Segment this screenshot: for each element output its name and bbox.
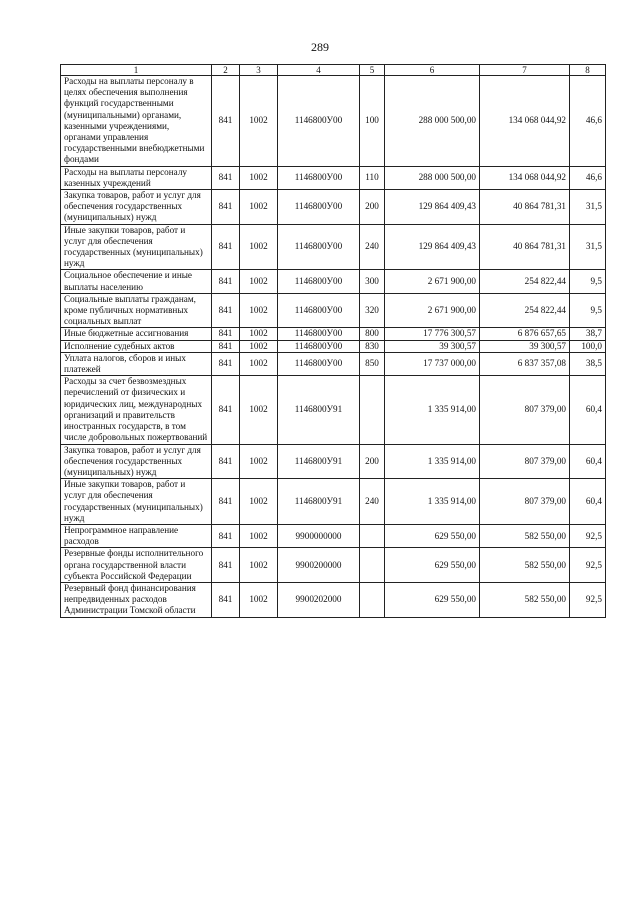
row-planned-amount: 1 335 914,00 xyxy=(385,376,480,444)
row-planned-amount: 629 550,00 xyxy=(385,548,480,583)
row-description: Уплата налогов, сборов и иных платежей xyxy=(61,352,212,375)
column-header: 7 xyxy=(480,65,570,76)
row-target-article: 1146800У00 xyxy=(278,293,360,328)
table-row xyxy=(61,340,606,352)
row-section: 1002 xyxy=(240,376,278,444)
row-section: 1002 xyxy=(240,479,278,525)
row-code: 841 xyxy=(212,340,240,352)
row-description: Расходы на выплаты персоналу казенных учреждений xyxy=(61,166,212,189)
row-expense-type: 850 xyxy=(360,352,385,375)
row-section: 1002 xyxy=(240,293,278,328)
row-description: Расходы на выплаты персоналу в целях обеспечения выполнения функций государственными (муниципальными) органами, казенными учреждениями, органами управления государственными внебюджетными фондами xyxy=(61,76,212,167)
table-row xyxy=(61,548,606,583)
row-expense-type: 800 xyxy=(360,328,385,340)
row-code: 841 xyxy=(212,76,240,167)
column-header: 2 xyxy=(212,65,240,76)
row-code: 841 xyxy=(212,582,240,617)
row-target-article: 1146800У00 xyxy=(278,166,360,189)
table-row xyxy=(61,270,606,293)
row-executed-amount: 254 822,44 xyxy=(480,293,570,328)
row-code: 841 xyxy=(212,224,240,270)
row-section: 1002 xyxy=(240,582,278,617)
row-section: 1002 xyxy=(240,444,278,479)
row-percent: 100,0 xyxy=(570,340,606,352)
row-description: Иные бюджетные ассигнования xyxy=(61,328,212,340)
row-expense-type: 200 xyxy=(360,444,385,479)
row-executed-amount: 254 822,44 xyxy=(480,270,570,293)
row-percent: 92,5 xyxy=(570,524,606,547)
table-row xyxy=(61,76,606,167)
row-percent: 46,6 xyxy=(570,76,606,167)
row-description: Социальное обеспечение и иные выплаты населению xyxy=(61,270,212,293)
row-section: 1002 xyxy=(240,352,278,375)
row-description: Закупка товаров, работ и услуг для обеспечения государственных (муниципальных) нужд xyxy=(61,444,212,479)
row-percent: 92,5 xyxy=(570,582,606,617)
row-code: 841 xyxy=(212,166,240,189)
row-executed-amount: 582 550,00 xyxy=(480,548,570,583)
row-section: 1002 xyxy=(240,328,278,340)
table-row xyxy=(61,166,606,189)
row-section: 1002 xyxy=(240,76,278,167)
row-description: Социальные выплаты гражданам, кроме публичных нормативных социальных выплат xyxy=(61,293,212,328)
row-executed-amount: 6 876 657,65 xyxy=(480,328,570,340)
budget-table xyxy=(60,64,606,618)
table-row xyxy=(61,224,606,270)
row-target-article: 1146800У00 xyxy=(278,328,360,340)
row-code: 841 xyxy=(212,376,240,444)
column-header: 4 xyxy=(278,65,360,76)
row-executed-amount: 6 837 357,08 xyxy=(480,352,570,375)
row-executed-amount: 807 379,00 xyxy=(480,376,570,444)
table-row xyxy=(61,293,606,328)
table-header-row xyxy=(61,65,606,76)
row-executed-amount: 582 550,00 xyxy=(480,524,570,547)
row-executed-amount: 134 068 044,92 xyxy=(480,76,570,167)
row-target-article: 1146800У00 xyxy=(278,270,360,293)
row-expense-type: 320 xyxy=(360,293,385,328)
row-expense-type xyxy=(360,582,385,617)
row-percent: 60,4 xyxy=(570,376,606,444)
row-percent: 31,5 xyxy=(570,190,606,225)
row-description: Непрограммное направление расходов xyxy=(61,524,212,547)
row-section: 1002 xyxy=(240,548,278,583)
row-code: 841 xyxy=(212,548,240,583)
row-target-article: 9900000000 xyxy=(278,524,360,547)
row-planned-amount: 129 864 409,43 xyxy=(385,224,480,270)
row-percent: 38,5 xyxy=(570,352,606,375)
row-code: 841 xyxy=(212,190,240,225)
row-executed-amount: 39 300,57 xyxy=(480,340,570,352)
row-code: 841 xyxy=(212,444,240,479)
row-target-article: 1146800У91 xyxy=(278,479,360,525)
row-percent: 38,7 xyxy=(570,328,606,340)
row-section: 1002 xyxy=(240,166,278,189)
table-row xyxy=(61,352,606,375)
row-executed-amount: 40 864 781,31 xyxy=(480,224,570,270)
table-row xyxy=(61,190,606,225)
row-planned-amount: 1 335 914,00 xyxy=(385,444,480,479)
row-planned-amount: 129 864 409,43 xyxy=(385,190,480,225)
row-description: Закупка товаров, работ и услуг для обеспечения государственных (муниципальных) нужд xyxy=(61,190,212,225)
row-section: 1002 xyxy=(240,270,278,293)
row-code: 841 xyxy=(212,352,240,375)
row-description: Иные закупки товаров, работ и услуг для обеспечения государственных (муниципальных) нужд xyxy=(61,224,212,270)
row-planned-amount: 17 737 000,00 xyxy=(385,352,480,375)
row-description: Расходы за счет безвозмездных перечислений от физических и юридических лиц, международных организаций и правительств иностранных государств, в том числе добровольных пожертвований xyxy=(61,376,212,444)
column-header: 1 xyxy=(61,65,212,76)
row-planned-amount: 1 335 914,00 xyxy=(385,479,480,525)
row-planned-amount: 629 550,00 xyxy=(385,524,480,547)
row-planned-amount: 288 000 500,00 xyxy=(385,76,480,167)
row-target-article: 1146800У91 xyxy=(278,444,360,479)
row-target-article: 9900202000 xyxy=(278,582,360,617)
row-planned-amount: 2 671 900,00 xyxy=(385,270,480,293)
column-header: 3 xyxy=(240,65,278,76)
table-row xyxy=(61,444,606,479)
row-description: Иные закупки товаров, работ и услуг для обеспечения государственных (муниципальных) нужд xyxy=(61,479,212,525)
row-planned-amount: 39 300,57 xyxy=(385,340,480,352)
column-header: 8 xyxy=(570,65,606,76)
row-expense-type: 100 xyxy=(360,76,385,167)
row-expense-type: 300 xyxy=(360,270,385,293)
row-section: 1002 xyxy=(240,524,278,547)
row-executed-amount: 134 068 044,92 xyxy=(480,166,570,189)
row-expense-type: 240 xyxy=(360,479,385,525)
row-percent: 31,5 xyxy=(570,224,606,270)
row-target-article: 1146800У91 xyxy=(278,376,360,444)
table-row xyxy=(61,582,606,617)
row-planned-amount: 17 776 300,57 xyxy=(385,328,480,340)
row-section: 1002 xyxy=(240,340,278,352)
row-target-article: 1146800У00 xyxy=(278,76,360,167)
table-row xyxy=(61,479,606,525)
row-percent: 60,4 xyxy=(570,444,606,479)
row-code: 841 xyxy=(212,270,240,293)
column-header: 5 xyxy=(360,65,385,76)
row-code: 841 xyxy=(212,328,240,340)
row-description: Резервный фонд финансирования непредвиденных расходов Администрации Томской области xyxy=(61,582,212,617)
row-expense-type xyxy=(360,524,385,547)
column-header: 6 xyxy=(385,65,480,76)
row-code: 841 xyxy=(212,293,240,328)
row-code: 841 xyxy=(212,479,240,525)
row-target-article: 1146800У00 xyxy=(278,224,360,270)
row-expense-type xyxy=(360,548,385,583)
row-percent: 9,5 xyxy=(570,270,606,293)
row-planned-amount: 288 000 500,00 xyxy=(385,166,480,189)
row-expense-type: 830 xyxy=(360,340,385,352)
row-section: 1002 xyxy=(240,224,278,270)
row-code: 841 xyxy=(212,524,240,547)
page-number: 289 xyxy=(311,40,329,54)
table-body xyxy=(61,76,606,618)
row-target-article: 1146800У00 xyxy=(278,352,360,375)
row-expense-type xyxy=(360,376,385,444)
row-description: Исполнение судебных актов xyxy=(61,340,212,352)
table-row xyxy=(61,524,606,547)
row-percent: 92,5 xyxy=(570,548,606,583)
row-description: Резервные фонды исполнительного органа государственной власти субъекта Российской Федерации xyxy=(61,548,212,583)
row-expense-type: 110 xyxy=(360,166,385,189)
row-target-article: 1146800У00 xyxy=(278,190,360,225)
row-section: 1002 xyxy=(240,190,278,225)
row-executed-amount: 807 379,00 xyxy=(480,479,570,525)
row-executed-amount: 40 864 781,31 xyxy=(480,190,570,225)
row-target-article: 1146800У00 xyxy=(278,340,360,352)
row-expense-type: 200 xyxy=(360,190,385,225)
table-row xyxy=(61,376,606,444)
table-row xyxy=(61,328,606,340)
row-executed-amount: 807 379,00 xyxy=(480,444,570,479)
row-percent: 46,6 xyxy=(570,166,606,189)
row-planned-amount: 2 671 900,00 xyxy=(385,293,480,328)
row-planned-amount: 629 550,00 xyxy=(385,582,480,617)
row-percent: 9,5 xyxy=(570,293,606,328)
row-percent: 60,4 xyxy=(570,479,606,525)
row-target-article: 9900200000 xyxy=(278,548,360,583)
row-executed-amount: 582 550,00 xyxy=(480,582,570,617)
row-expense-type: 240 xyxy=(360,224,385,270)
